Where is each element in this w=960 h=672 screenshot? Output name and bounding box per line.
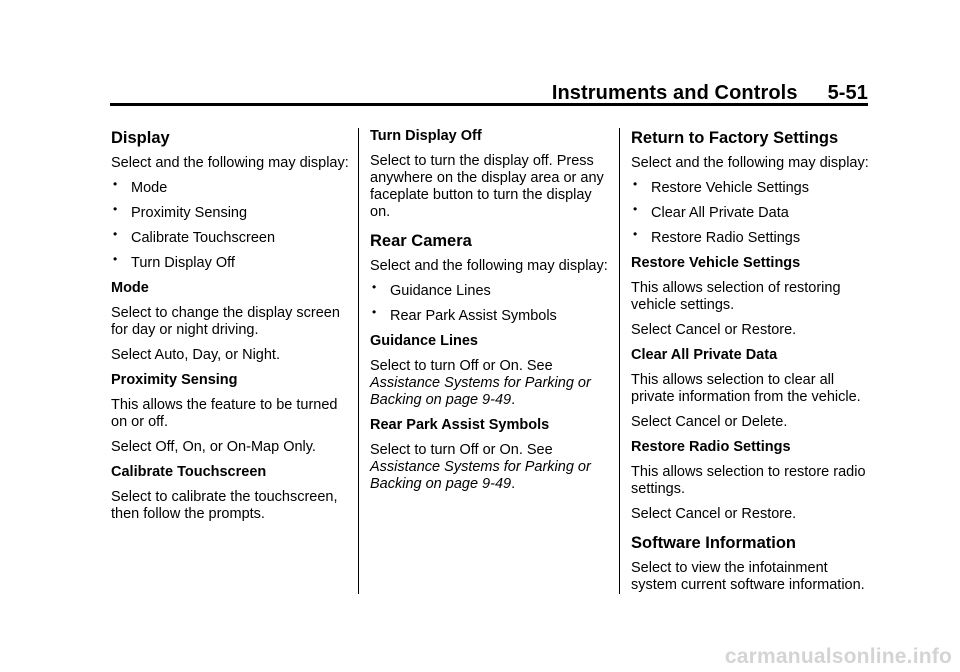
- guidance-lines-subheading: Guidance Lines: [370, 333, 478, 349]
- column-3: [631, 128, 871, 602]
- calibrate-paragraph: Select to calibrate the touchscreen, then follow the prompts.: [111, 489, 338, 522]
- rear-camera-list: [370, 280, 610, 325]
- restore-radio-paragraph-1: This allows selection to restore radio settings.: [631, 464, 866, 497]
- bullet-icon: •: [633, 177, 638, 191]
- list-item: • Proximity Sensing: [113, 202, 248, 221]
- factory-settings-list: [631, 177, 871, 247]
- list-item: • Turn Display Off: [113, 252, 235, 271]
- watermark: carmanualsonline.info: [724, 645, 952, 668]
- bullet-icon: •: [113, 252, 118, 266]
- list-item: • Mode: [113, 177, 168, 196]
- list-item: • Restore Radio Settings: [633, 227, 801, 246]
- rear-camera-intro: Select and the following may display:: [370, 258, 608, 274]
- proximity-paragraph-1: This allows the feature to be turned on or off.: [111, 397, 338, 430]
- clear-private-data-subheading: Clear All Private Data: [631, 347, 778, 363]
- display-list: [111, 177, 351, 272]
- restore-vehicle-paragraph-2: Select Cancel or Restore.: [631, 322, 797, 338]
- bullet-icon: •: [113, 177, 118, 191]
- restore-radio-subheading: Restore Radio Settings: [631, 439, 791, 455]
- column-divider-1: [358, 128, 359, 594]
- restore-radio-paragraph-2: Select Cancel or Restore.: [631, 506, 797, 522]
- section-title: Instruments and Controls: [551, 82, 798, 104]
- software-info-paragraph: Select to view the infotainment system current software information.: [631, 560, 865, 593]
- column-divider-2: [619, 128, 620, 594]
- list-item: • Guidance Lines: [372, 280, 491, 299]
- guidance-lines-paragraph: Select to turn Off or On. See Assistance Systems for Parking or Backing on page 9-49.: [370, 358, 591, 408]
- display-heading: Display: [111, 129, 170, 147]
- bullet-icon: •: [372, 305, 377, 319]
- proximity-subheading: Proximity Sensing: [111, 372, 238, 388]
- list-item: • Clear All Private Data: [633, 202, 789, 221]
- bullet-icon: •: [113, 202, 118, 216]
- turn-display-off-subheading: Turn Display Off: [370, 128, 482, 144]
- factory-settings-intro: Select and the following may display:: [631, 155, 869, 171]
- bullet-icon: •: [113, 227, 118, 241]
- software-info-heading: Software Information: [631, 534, 797, 552]
- cross-reference-link[interactable]: Assistance Systems for Parking or Backing on page 9-49: [370, 375, 591, 408]
- clear-private-data-paragraph-2: Select Cancel or Delete.: [631, 414, 788, 430]
- list-item: • Calibrate Touchscreen: [113, 227, 276, 246]
- proximity-paragraph-2: Select Off, On, or On-Map Only.: [111, 439, 316, 455]
- list-item: • Restore Vehicle Settings: [633, 177, 809, 196]
- restore-vehicle-subheading: Restore Vehicle Settings: [631, 255, 801, 271]
- clear-private-data-paragraph-1: This allows selection to clear all private information from the vehicle.: [631, 372, 861, 405]
- mode-paragraph-2: Select Auto, Day, or Night.: [111, 347, 280, 363]
- page-number: 5-51: [827, 82, 868, 104]
- bullet-icon: •: [372, 280, 377, 294]
- calibrate-subheading: Calibrate Touchscreen: [111, 464, 267, 480]
- restore-vehicle-paragraph-1: This allows selection of restoring vehicle settings.: [631, 280, 841, 313]
- turn-display-off-paragraph: Select to turn the display off. Press anywhere on the display area or any faceplate button to turn the display on.: [370, 153, 604, 220]
- display-intro: Select and the following may display:: [111, 155, 349, 171]
- rear-park-assist-paragraph: Select to turn Off or On. See Assistance Systems for Parking or Backing on page 9-49.: [370, 442, 591, 492]
- column-1: [111, 128, 351, 531]
- cross-reference-link[interactable]: Assistance Systems for Parking or Backing on page 9-49: [370, 459, 591, 492]
- mode-paragraph-1: Select to change the display screen for day or night driving.: [111, 305, 340, 338]
- list-item: • Rear Park Assist Symbols: [372, 305, 557, 324]
- bullet-icon: •: [633, 202, 638, 216]
- mode-subheading: Mode: [111, 280, 149, 296]
- page-header: [110, 82, 868, 105]
- column-2: [370, 128, 610, 501]
- factory-settings-heading: Return to Factory Settings: [631, 129, 839, 147]
- rear-park-assist-subheading: Rear Park Assist Symbols: [370, 417, 550, 433]
- rear-camera-heading: Rear Camera: [370, 232, 472, 250]
- header-rule: [110, 103, 868, 106]
- bullet-icon: •: [633, 227, 638, 241]
